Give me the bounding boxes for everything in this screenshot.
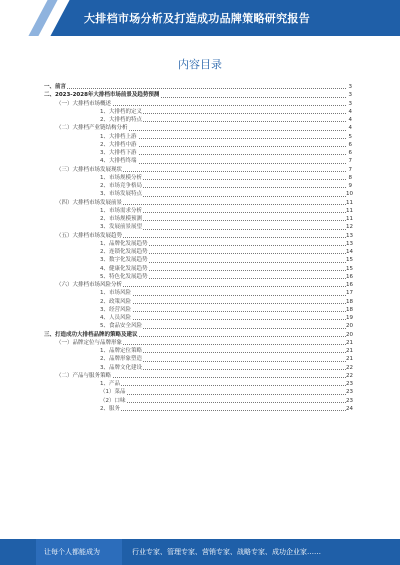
toc-entry-page: 23: [346, 381, 353, 387]
toc-entry-page: 15: [346, 265, 353, 272]
toc-entry[interactable]: [44, 256, 352, 264]
toc-entry-title: （六）大排档市场风险分析: [56, 282, 123, 288]
toc-entry-page: 18: [346, 306, 353, 313]
toc-entry-page: 4: [346, 108, 352, 116]
toc-entry[interactable]: [44, 339, 352, 347]
toc-entry-page: 16: [346, 273, 353, 280]
toc-entry[interactable]: [44, 322, 352, 330]
toc-entry[interactable]: [44, 166, 352, 174]
toc-entry-page: 6: [346, 149, 352, 157]
toc-entry[interactable]: [44, 190, 352, 198]
toc-entry-title: （2）口味: [100, 397, 126, 404]
toc-entry[interactable]: [44, 83, 352, 91]
toc-entry[interactable]: [44, 157, 352, 165]
toc-entry[interactable]: [44, 372, 352, 380]
toc-entry-title: 1、品牌化发展趋势: [100, 240, 148, 247]
toc-entry[interactable]: [44, 215, 352, 223]
toc-entry-title: 1、品牌定位策略: [100, 348, 142, 354]
toc-entry-page: 8: [346, 174, 352, 182]
toc-entry-title: （二）大排档产业链结构分析: [56, 125, 128, 132]
toc-leader-dots: [100, 303, 346, 304]
toc-entry-title: 1、市场需求分析: [100, 207, 142, 214]
toc-entry[interactable]: [44, 397, 352, 405]
toc-entry[interactable]: [44, 232, 352, 240]
toc-entry-page: 4: [346, 116, 352, 124]
toc-entry-page: 4: [346, 124, 352, 132]
toc-entry-title: 3、发展前景展望: [100, 224, 142, 231]
toc-entry[interactable]: [44, 116, 352, 124]
toc-entry-page: 16: [346, 282, 353, 288]
toc-entry-page: 11: [346, 199, 353, 206]
toc-entry-title: 4、人员风险: [100, 315, 131, 321]
toc-entry-page: 11: [346, 207, 353, 214]
toc-entry[interactable]: [44, 355, 352, 363]
toc-entry-page: 13: [346, 232, 353, 239]
toc-entry-page: 17: [346, 290, 353, 297]
toc-entry-title: 三、打造成功大排档品牌的策略及建议: [44, 331, 138, 338]
toc-entry-title: 2、市场规模预测: [100, 216, 142, 222]
toc-entry-page: 6: [346, 141, 352, 149]
toc-entry-title: （三）大排档市场发展现状: [56, 166, 123, 173]
toc-entry-page: 9: [346, 182, 352, 190]
toc-entry-title: 4、健康化发展趋势: [100, 265, 148, 272]
toc-entry-page: 14: [346, 249, 353, 255]
toc-entry[interactable]: [44, 380, 352, 388]
footer-experts: 行业专家、管理专家、营销专家、战略专家、成功企业家……: [132, 548, 321, 556]
toc-entry-title: （一）大排档市场概述: [56, 100, 112, 107]
toc-leader-dots: [44, 88, 346, 89]
toc-entry-title: 2、大排档的特点: [100, 117, 142, 123]
toc-entry[interactable]: [44, 273, 352, 281]
toc-entry-title: （二）产品与服务策略: [56, 372, 112, 379]
toc-entry[interactable]: [44, 265, 352, 273]
toc-entry-title: 2、市场竞争格局: [100, 183, 142, 189]
toc-entry-page: 10: [346, 191, 353, 198]
toc-entry-title: 3、数字化发展趋势: [100, 257, 148, 264]
toc-entry-page: 21: [346, 339, 353, 346]
toc-entry-title: （1）菜品: [100, 389, 126, 396]
toc-entry[interactable]: [44, 182, 352, 190]
toc-entry[interactable]: [44, 108, 352, 116]
toc-entry[interactable]: [44, 281, 352, 289]
toc-entry-page: 21: [346, 348, 353, 354]
toc-entry-title: 2、政策风险: [100, 298, 131, 305]
toc-entry[interactable]: [44, 405, 352, 413]
toc-entry-page: 7: [346, 166, 352, 174]
toc-leader-dots: [100, 410, 346, 411]
toc-entry[interactable]: [44, 91, 352, 99]
toc-entry[interactable]: [44, 289, 352, 297]
toc-entry-title: 2、服务: [100, 405, 120, 412]
toc-leader-dots: [100, 311, 346, 312]
toc-heading: 内容目录: [178, 58, 222, 71]
toc-entry[interactable]: [44, 364, 352, 372]
toc-entry-title: 4、大排档终端: [100, 158, 137, 165]
toc-leader-dots: [100, 394, 346, 395]
footer-slogan: 让每个人都能成为: [44, 548, 100, 556]
toc-entry-title: 3、大排档下游: [100, 150, 137, 156]
toc-entry-page: 12: [346, 224, 353, 231]
toc-entry-page: 3: [346, 100, 352, 108]
report-header: [0, 0, 400, 36]
toc-entry-title: 5、食品安全风险: [100, 323, 142, 330]
toc-entry-title: （五）大排档市场发展趋势: [56, 232, 123, 239]
toc-entry-page: 5: [346, 133, 352, 141]
toc-entry[interactable]: [44, 298, 352, 306]
toc-entry[interactable]: [44, 240, 352, 248]
toc-entry-page: 15: [346, 257, 353, 264]
toc-entry-page: 3: [346, 83, 352, 91]
report-title: 大排档市场分析及打造成功品牌策略研究报告: [84, 12, 310, 25]
toc-entry-title: 二、2023-2028年大排档市场前景及趋势预测: [44, 92, 160, 99]
toc-entry[interactable]: [44, 314, 352, 322]
toc-entry-page: 22: [346, 372, 353, 379]
toc-entry[interactable]: [44, 223, 352, 231]
toc-entry-title: 3、市场发展特点: [100, 191, 142, 198]
toc-entry-title: （一）品牌定位与品牌形象: [56, 339, 123, 346]
toc-leader-dots: [100, 402, 346, 403]
toc-entry[interactable]: [44, 100, 352, 108]
toc-entry-title: （四）大排档市场发展前景: [56, 199, 123, 206]
toc-entry-page: 19: [346, 315, 353, 321]
toc-entry[interactable]: [44, 133, 352, 141]
toc-entry-title: 1、大排档的定义: [100, 108, 142, 115]
toc-entry[interactable]: [44, 248, 352, 256]
toc-entry-title: 2、连锁化发展趋势: [100, 249, 148, 255]
toc-entry-title: 1、产品: [100, 381, 120, 387]
toc-leader-dots: [100, 385, 346, 386]
toc-entry[interactable]: [44, 306, 352, 314]
toc-entry-page: 18: [346, 298, 353, 305]
toc-entry[interactable]: [44, 388, 352, 396]
toc-entry-title: 一、前言: [44, 84, 67, 90]
toc-entry[interactable]: [44, 199, 352, 207]
page-footer: [0, 539, 400, 565]
toc-entry[interactable]: [44, 149, 352, 157]
toc-entry-page: 23: [346, 397, 353, 404]
toc-leader-dots: [100, 295, 346, 296]
toc-entry-title: 2、大排档中游: [100, 141, 137, 148]
table-of-contents: [44, 83, 352, 413]
toc-entry-page: 7: [346, 157, 352, 165]
toc-entry-page: 20: [346, 323, 353, 330]
toc-entry-title: 3、品牌文化建设: [100, 364, 142, 371]
toc-entry-page: 24: [346, 405, 353, 412]
toc-entry[interactable]: [44, 347, 352, 355]
toc-entry-title: 1、市场风险: [100, 290, 131, 297]
toc-entry-title: 2、品牌形象塑造: [100, 356, 142, 363]
toc-entry-page: 21: [346, 356, 353, 363]
toc-entry-title: 1、市场规模分析: [100, 174, 142, 181]
toc-entry-page: 11: [346, 216, 353, 222]
toc-leader-dots: [100, 319, 346, 320]
toc-entry[interactable]: [44, 141, 352, 149]
toc-entry[interactable]: [44, 124, 352, 132]
toc-entry-title: 5、特色化发展趋势: [100, 273, 148, 280]
toc-entry[interactable]: [44, 174, 352, 182]
toc-entry-page: 22: [346, 364, 353, 371]
toc-entry-page: 23: [346, 389, 353, 396]
toc-entry[interactable]: [44, 207, 352, 215]
toc-entry-page: 13: [346, 240, 353, 247]
toc-entry-title: 1、大排档上游: [100, 133, 137, 140]
toc-entry-page: 20: [346, 331, 353, 338]
toc-entry-title: 3、经营风险: [100, 306, 131, 313]
toc-entry-page: 3: [346, 91, 352, 99]
toc-entry[interactable]: [44, 331, 352, 339]
